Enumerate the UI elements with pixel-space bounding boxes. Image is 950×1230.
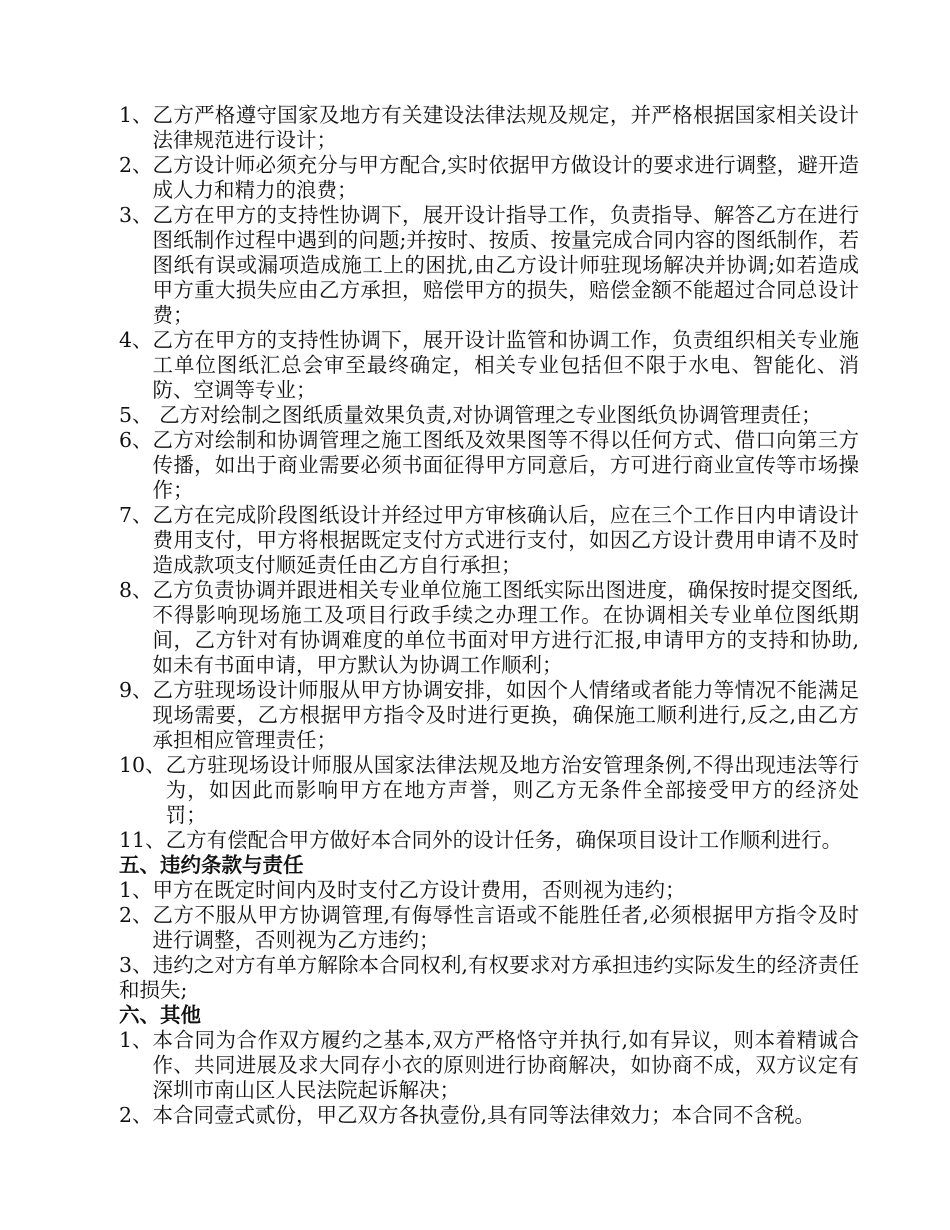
item-number: 2、	[119, 153, 153, 177]
list-item	[119, 753, 859, 828]
breach-item-3: 3、违约之对方有单方解除本合同权利,有权要求对方承担违约实际发生的经济责任和损失;	[119, 953, 859, 1002]
item-number: 9、	[119, 678, 153, 702]
other-item-1	[119, 1028, 859, 1103]
other-item-2	[119, 1103, 859, 1128]
list-item	[119, 678, 859, 753]
item-number: 1、	[119, 1028, 153, 1052]
item-text: 乙方负责协调并跟进相关专业单位施工图纸实际出图进度，确保按时提交图纸,不得影响现场施工及项目行政手续之办理工作。在协调相关专业单位图纸期间，乙方针对有协调难度的单位书面对甲方进行汇报,申请甲方的支持和协助,如未有书面申请，甲方默认为协调工作顺利；	[152, 578, 859, 677]
item-text: 乙方驻现场设计师服从国家法律法规及地方治安管理条例,不得出现违法等行为，如因此而影响甲方在地方声誉，则乙方无条件全部接受甲方的经济处罚；	[165, 753, 859, 827]
breach-item-1	[119, 878, 859, 903]
list-item	[119, 428, 859, 503]
item-number: 2、	[119, 1103, 153, 1127]
list-item	[119, 103, 859, 153]
item-text: 乙方在甲方的支持性协调下，展开设计监管和协调工作，负责组织相关专业施工单位图纸汇总会审至最终确定，相关专业包括但不限于水电、智能化、消防、空调等专业；	[152, 328, 859, 402]
list-item	[119, 578, 859, 678]
list-item	[119, 203, 859, 328]
item-text: 本合同壹式贰份，甲乙双方各执壹份,具有同等法律效力；本合同不含税。	[152, 1103, 816, 1127]
item-text: 乙方在甲方的支持性协调下，展开设计指导工作，负责指导、解答乙方在进行图纸制作过程中遇到的问题;并按时、按质、按量完成合同内容的图纸制作，若图纸有误或漏项造成施工上的困扰,由乙方设计师驻现场解决并协调;如若造成甲方重大损失应由乙方承担，赔偿甲方的损失，赔偿金额不能超过合同总设计费；	[152, 203, 859, 327]
list-item-11: 11、乙方有偿配合甲方做好本合同外的设计任务，确保项目设计工作顺利进行。	[119, 828, 843, 852]
item-number: 7、	[119, 503, 153, 527]
item-text: 乙方驻现场设计师服从甲方协调安排，如因个人情绪或者能力等情况不能满足现场需要，乙方根据甲方指令及时进行更换，确保施工顺利进行,反之,由乙方承担相应管理责任；	[152, 678, 859, 752]
item-number: 2、	[119, 903, 153, 927]
item-number: 8、	[119, 578, 153, 602]
list-item	[119, 328, 859, 403]
item-text: 乙方设计师必须充分与甲方配合,实时依据甲方做设计的要求进行调整，避开造成人力和精力的浪费；	[152, 153, 859, 202]
list-item	[119, 503, 859, 578]
item-number: 3、	[119, 203, 153, 227]
item-text: 甲方在既定时间内及时支付乙方设计费用，否则视为违约；	[152, 878, 686, 902]
item-text: 乙方对绘制和协调管理之施工图纸及效果图等不得以任何方式、借口向第三方传播，如出于商业需要必须书面征得甲方同意后，方可进行商业宣传等市场操作；	[152, 428, 859, 502]
item-number: 6、	[119, 428, 153, 452]
section-heading-other: 六、其他	[119, 1003, 201, 1027]
item-number: 1、	[119, 103, 153, 127]
item-number: 1、	[119, 878, 153, 902]
item-number: 5、	[119, 403, 160, 427]
item-number: 4、	[119, 328, 153, 352]
item-text: 乙方在完成阶段图纸设计并经过甲方审核确认后，应在三个工作日内申请设计费用支付，甲方将根据既定支付方式进行支付，如因乙方设计费用申请不及时造成款项支付顺延责任由乙方自行承担；	[152, 503, 859, 577]
section-heading-breach: 五、违约条款与责任	[119, 853, 304, 877]
list-item	[119, 153, 859, 203]
document-page	[119, 103, 859, 1128]
list-item	[119, 403, 859, 428]
breach-item-2	[119, 903, 859, 953]
item-text: 乙方严格遵守国家及地方有关建设法律法规及规定，并严格根据国家相关设计法律规范进行设计；	[152, 103, 859, 152]
item-text: 乙方对绘制之图纸质量效果负责,对协调管理之专业图纸负协调管理责任；	[159, 403, 822, 427]
item-text: 乙方不服从甲方协调管理,有侮辱性言语或不能胜任者,必须根据甲方指令及时进行调整，否则视为乙方违约；	[152, 903, 859, 952]
contract-obligation-list	[119, 103, 859, 828]
item-text: 本合同为合作双方履约之基本,双方严格恪守并执行,如有异议，则本着精诚合作、共同进展及求大同存小衣的原则进行协商解决，如协商不成，双方议定有深圳市南山区人民法院起诉解决；	[152, 1028, 859, 1102]
item-number: 10、	[119, 753, 166, 777]
